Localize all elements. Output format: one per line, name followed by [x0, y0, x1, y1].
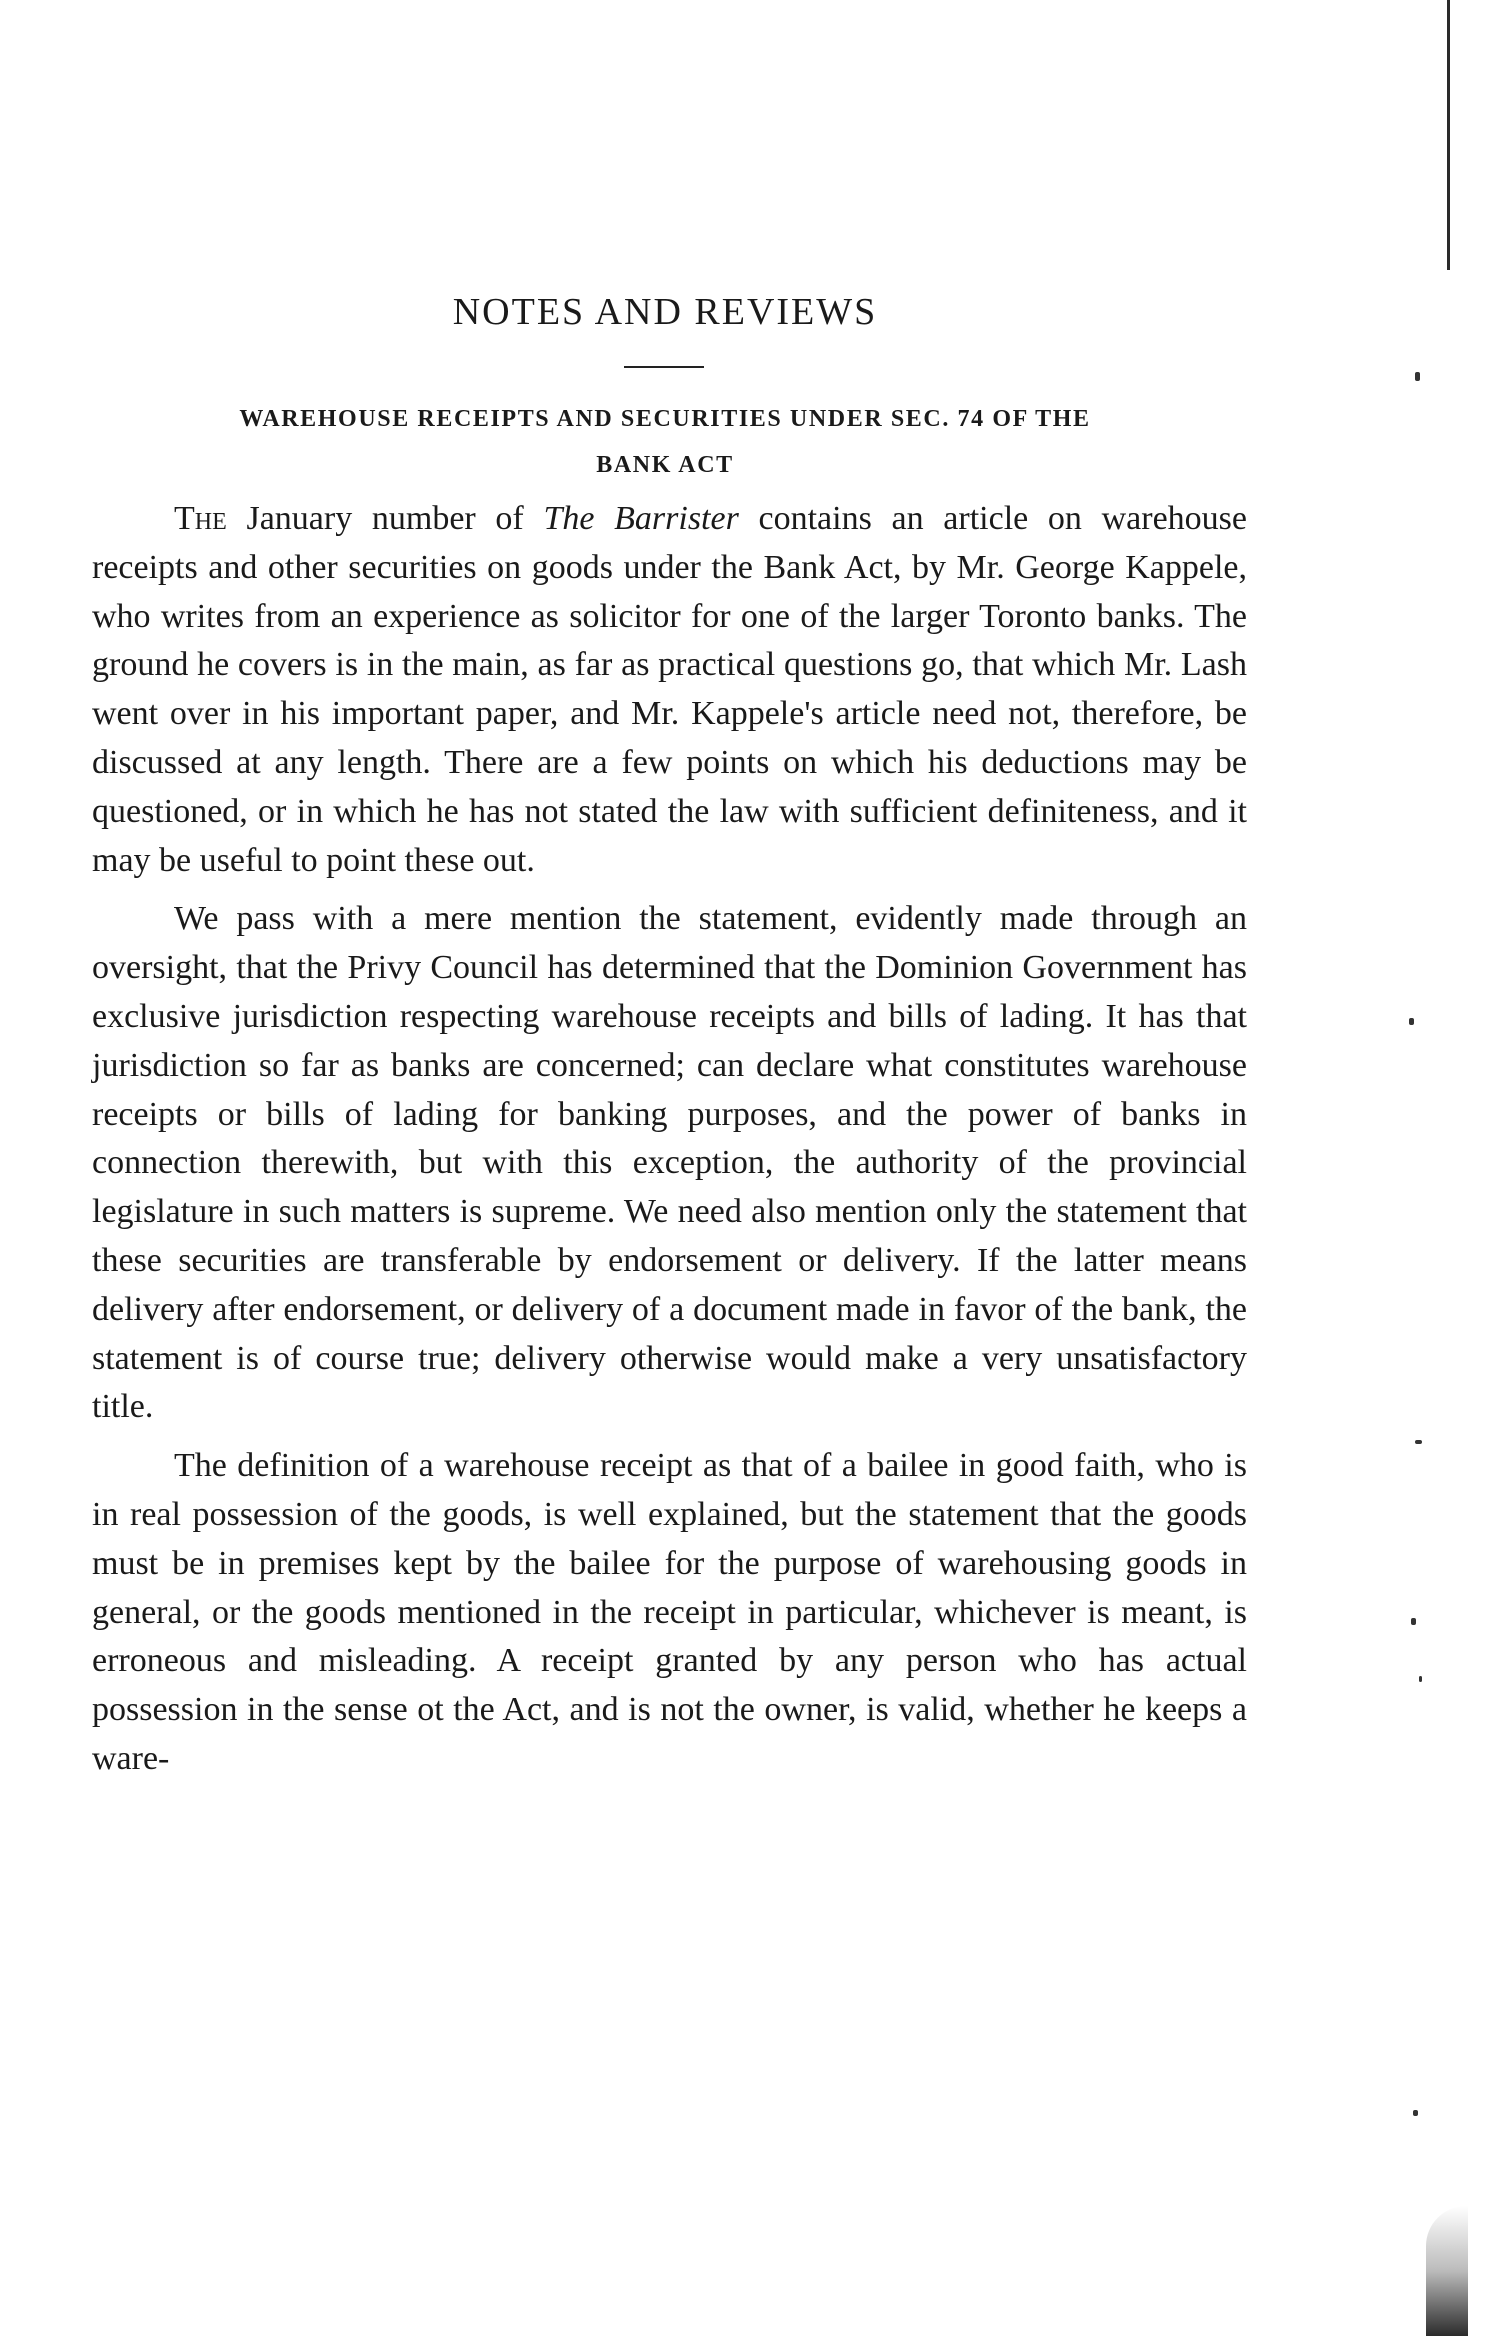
article-title [100, 396, 1230, 488]
scan-speck [1415, 372, 1420, 381]
paragraph-text: January number of [226, 500, 544, 537]
section-title: NOTES AND REVIEWS [452, 291, 878, 333]
paragraph-2: We pass with a mere mention the statement, evidently made through an oversight, that the Privy Council has determined that the Dominion Government has exclusive jurisdiction respecting warehouse receipts and bills of lading. It has that jurisdiction so far as banks are concerned; can declare what constitutes warehouse receipts or bills of lading for banking purposes, and the power of banks in connection therewith, but with this exception, the authority of the provincial legislature in such matters is supreme. We need also mention only the statement that these securities are transferable by endorsement or delivery. If the latter means delivery after endorsement, or delivery of a document made in favor of the bank, the statement is of course true; delivery otherwise would make a very unsatisfactory title. [92, 900, 1247, 1426]
publication-title: The Barrister [543, 500, 739, 537]
paragraph-3: The definition of a warehouse receipt as that of a bailee in good faith, who is in real possession of the goods, is well explained, but the statement that the goods must be in premises kept by the bailee for the purpose of warehousing goods in general, or the goods mentioned in the receipt in particular, whichever is meant, is erroneous and misleading. A receipt granted by any person who has actual possession in the sense ot the Act, and is not the owner, is valid, whether he keeps a ware- [92, 1447, 1247, 1777]
paragraph-1 [92, 495, 1247, 885]
scan-speck [1419, 1676, 1422, 1682]
title-divider [624, 366, 704, 368]
paragraph-lead: The [174, 500, 227, 537]
scan-corner-shadow [1426, 2206, 1468, 2336]
article-title-line1: WAREHOUSE RECEIPTS AND SECURITIES UNDER SEC. 74 OF THE [239, 406, 1091, 432]
article-title-line2: BANK ACT [596, 452, 734, 478]
scan-speck [1415, 1440, 1422, 1444]
scan-speck [1409, 1018, 1414, 1025]
scan-speck [1413, 2110, 1418, 2116]
paragraph-text: contains an article on warehouse receipts and other securities on goods under the Bank Act, by Mr. George Kappele, who writes from an experience as solicitor for one of the larger Toronto banks. The ground he covers is in the main, as far as practical questions go, that which Mr. Lash went over in his important paper, and Mr. Kappele's article need not, therefore, be discussed at any length. There are a few points on which his deductions may be questioned, or in which he has not stated the law with sufficient definiteness, and it may be useful to point these out. [92, 500, 1247, 879]
scan-speck [1411, 1618, 1416, 1625]
article-body [92, 495, 1247, 1784]
scan-edge-shadow [1447, 0, 1450, 270]
